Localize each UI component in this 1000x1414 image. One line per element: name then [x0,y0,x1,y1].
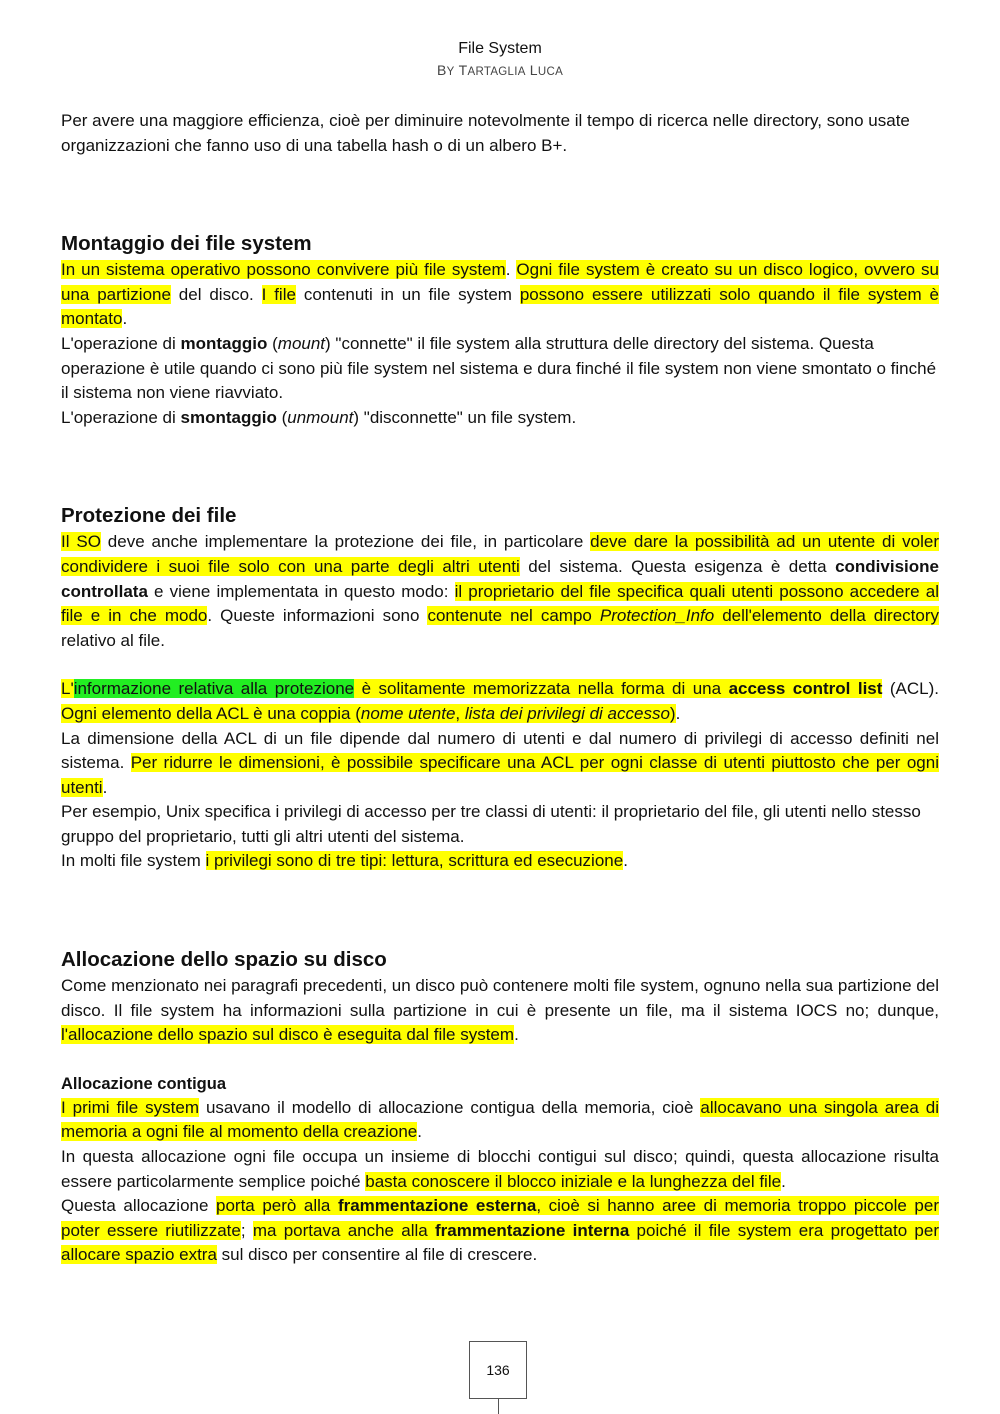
text-run: Ogni elemento della ACL è una coppia ( [61,703,361,723]
intro-paragraph: Per avere una maggiore efficienza, cioè per diminuire notevolmente il tempo di ricerca nelle directory, sono usate organizzazioni che fanno uso di una tabella hash o di un albero B+. [61,111,910,155]
montaggio-paragraph-2 [61,332,939,406]
text-run: ma portava anche alla [252,1220,435,1240]
text-run: ( [267,333,278,353]
text-run: dell'elemento della directory [714,606,939,626]
text-run: sul disco per consentire al file di crescere. [216,1245,538,1265]
text-run: contenuti in un file system [295,284,520,304]
term-bold: smontaggio [180,407,277,427]
text-run: Questa allocazione [61,1196,216,1216]
text-run: porta però alla [216,1196,338,1216]
highlight: I primi file system [61,1097,199,1117]
text-run: . [623,851,628,871]
term-italic: mount [277,333,326,353]
montaggio-paragraph-3 [61,406,939,431]
text-run: , cioè si hanno aree di memoria troppo piccole per poter essere riutilizzate [61,1196,939,1240]
highlight [61,704,676,723]
term-bold: frammentazione interna [434,1220,630,1240]
protezione-paragraph-2 [61,677,939,726]
text-run: deve anche implementare la protezione dei file, in particolare [100,532,591,552]
highlight: In un sistema operativo possono convivere più file system [61,260,506,280]
text-run: L'operazione di [61,333,181,353]
term-italic: unmount [287,407,354,427]
highlight: il proprietario del file specifica quali utenti possono accedere al file e in che modo [61,581,939,626]
term-bold: condivisione controllata [61,556,939,601]
text-run: ) "connette" il file system alla struttura delle directory del sistema. Questa operazione è utile quando ci sono più file system nel sistema e dura finché il file system non viene smontato o finché il sistema non viene riavviato. [61,333,937,403]
text-run: relativo al file. [61,630,165,650]
protezione-paragraph-3 [61,727,939,801]
highlight [354,679,882,698]
highlight-green: informazione relativa alla protezione [73,679,355,699]
text-run: Come menzionato nei paragrafi precedenti, un disco può contenere molti file system, ognuno nella sua partizione del disco. Il file system ha informazioni sulla partizione in cui è presente un file, ma il sistema IOCS no; dunque, [61,976,939,1020]
text-run: . Queste informazioni sono [207,606,428,626]
footer-line [498,1399,499,1414]
text-run: usavano il modello di allocazione contigua della memoria, cioè [199,1097,701,1117]
text-run: La dimensione della ACL di un file dipende dal numero di utenti e dal numero di privilegi di accesso definiti nel sistema. [61,728,939,773]
section-heading-protezione: Protezione dei file [61,504,237,528]
text-run: ) "disconnette" un file system. [353,407,577,427]
text-run: e viene implementata in questo modo: [147,581,455,601]
text-run: contenute nel campo [427,606,600,626]
text-run: è solitamente memorizzata nella forma di una [354,679,729,699]
text-run: . [781,1171,786,1191]
text-run: del sistema. Questa esigenza è detta [519,556,836,576]
highlight: deve dare la possibilità ad un utente di voler condividere i suoi file solo con una parte degli altri utenti [61,532,940,576]
text-run: ) [669,703,676,723]
term-italic: lista dei privilegi di accesso [464,703,670,723]
text-run: del disco. [170,284,262,304]
allocazione-paragraph-4 [61,1194,939,1268]
term-bold: frammentazione esterna [337,1196,537,1216]
text-run: . [675,703,681,723]
allocazione-paragraph-3 [61,1145,939,1194]
highlight: i privilegi sono di tre tipi: lettura, scrittura ed esecuzione [205,851,624,871]
montaggio-paragraph-1 [61,258,939,332]
section-heading-montaggio: Montaggio dei file system [61,232,312,256]
highlight: l'allocazione dello spazio sul disco è eseguita dal file system [61,1025,515,1045]
text-run: In molti file system [61,851,206,871]
text-run: . [514,1025,519,1045]
highlight: L' [61,679,74,699]
text-run: ( [276,407,288,427]
subsection-heading-contigua: Allocazione contigua [61,1074,227,1093]
highlight: Per ridurre le dimensioni, è possibile specificare una ACL per ogni classe di utenti piuttosto che per ogni utenti [61,753,939,797]
allocazione-paragraph-1 [61,974,939,1048]
text-run: . [417,1122,422,1142]
protezione-paragraph-4: Per esempio, Unix specifica i privilegi di accesso per tre classi di utenti: il proprietario del file, gli utenti nello stesso gruppo del proprietario, tutti gli altri utenti del sistema. [61,802,921,846]
highlight: basta conoscere il blocco iniziale e la lunghezza del file [365,1171,782,1191]
highlight [427,606,939,625]
protezione-paragraph-5 [61,849,939,874]
page-number-box [469,1341,527,1399]
allocazione-paragraph-2 [61,1096,939,1145]
header-author: BY TARTAGLIA LUCA [436,62,564,78]
highlight: possono essere utilizzati solo quando il file system è montato [61,284,939,329]
text-run: L'operazione di [61,407,181,427]
term-bold: montaggio [180,333,268,353]
highlight: allocavano una singola area di memoria a ogni file al momento della creazione [61,1097,940,1142]
header-title: File System [458,40,542,57]
text-run: (ACL). [882,679,939,699]
page-content [61,109,939,1268]
section-heading-allocazione: Allocazione dello spazio su disco [61,948,387,972]
text-run: In questa allocazione ogni file occupa un insieme di blocchi contigui sul disco; quindi, questa allocazione risulta essere particolarmente semplice poiché [61,1147,939,1191]
text-run: . [102,777,108,797]
text-run: , [455,703,465,723]
text-run: . [122,309,128,329]
highlight: Il SO [61,532,101,552]
highlight: Ogni file system è creato su un disco logico, ovvero su una partizione [61,260,939,304]
protezione-paragraph-1 [61,530,939,653]
highlight: I file [261,284,296,304]
page-number: 136 [486,1362,510,1378]
page-header [0,38,1000,82]
term-bold: access control list [728,679,883,699]
term-italic: nome utente [360,703,456,723]
text-run: . [505,260,517,280]
text-run: ; [240,1220,253,1240]
text-run: poiché il file system era progettato per allocare spazio extra [61,1220,940,1265]
term-italic: Protection_Info [599,606,715,626]
